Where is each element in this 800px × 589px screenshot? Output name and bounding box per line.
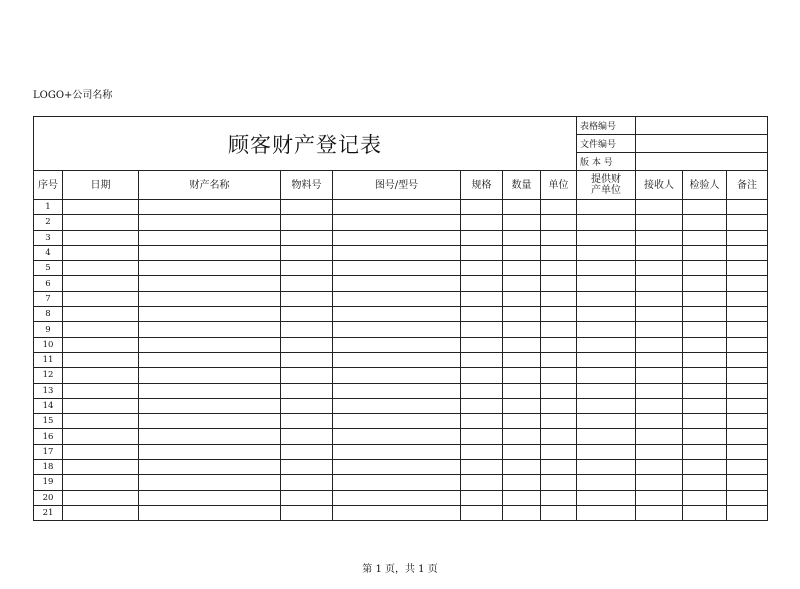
table-row (34, 414, 768, 429)
table-row (34, 398, 768, 413)
table-cell[interactable] (333, 414, 461, 429)
table-cell[interactable] (683, 200, 727, 215)
row-number: 4 (34, 245, 63, 260)
table-cell[interactable] (333, 307, 461, 322)
table-cell[interactable] (281, 444, 333, 459)
table-cell[interactable] (139, 429, 281, 444)
table-cell[interactable] (683, 322, 727, 337)
table-cell[interactable] (461, 215, 503, 230)
table-cell[interactable] (636, 322, 683, 337)
table-cell[interactable] (281, 337, 333, 352)
row-number: 13 (34, 383, 63, 398)
table-cell[interactable] (727, 460, 768, 475)
table-cell[interactable] (63, 230, 139, 245)
table-cell[interactable] (461, 307, 503, 322)
table-row (34, 200, 768, 215)
table-row (34, 276, 768, 291)
col-header-unit: 单位 (541, 171, 577, 200)
table-cell[interactable] (636, 444, 683, 459)
table-cell[interactable] (541, 490, 577, 505)
table-row (34, 460, 768, 475)
table-cell[interactable] (461, 322, 503, 337)
table-cell[interactable] (636, 230, 683, 245)
table-cell[interactable] (139, 337, 281, 352)
table-cell[interactable] (577, 460, 636, 475)
table-row (34, 475, 768, 490)
col-header-spec: 规格 (461, 171, 503, 200)
table-cell[interactable] (281, 200, 333, 215)
table-cell[interactable] (541, 368, 577, 383)
table-cell[interactable] (636, 291, 683, 306)
col-header-property-name: 财产名称 (139, 171, 281, 200)
table-cell[interactable] (139, 215, 281, 230)
table-cell[interactable] (727, 475, 768, 490)
table-row (34, 291, 768, 306)
row-number: 19 (34, 475, 63, 490)
table-cell[interactable] (503, 368, 541, 383)
table-cell[interactable] (63, 429, 139, 444)
table-cell[interactable] (139, 322, 281, 337)
table-row (34, 230, 768, 245)
table-row (34, 245, 768, 260)
table-cell[interactable] (333, 444, 461, 459)
table-cell[interactable] (541, 460, 577, 475)
table-cell[interactable] (636, 490, 683, 505)
table-cell[interactable] (281, 398, 333, 413)
table-cell[interactable] (727, 245, 768, 260)
row-number: 16 (34, 429, 63, 444)
table-row (34, 444, 768, 459)
table-row (34, 261, 768, 276)
table-cell[interactable] (63, 215, 139, 230)
table-cell[interactable] (139, 245, 281, 260)
table-cell[interactable] (139, 261, 281, 276)
table-cell[interactable] (461, 505, 503, 520)
table-row (34, 429, 768, 444)
table-cell[interactable] (63, 368, 139, 383)
col-header-receiver: 接收人 (636, 171, 683, 200)
table-cell[interactable] (503, 505, 541, 520)
table-cell[interactable] (333, 475, 461, 490)
table-cell[interactable] (281, 505, 333, 520)
col-header-provider: 提供财 产单位 (577, 171, 636, 200)
table-cell[interactable] (577, 475, 636, 490)
table-cell[interactable] (281, 276, 333, 291)
row-number: 2 (34, 215, 63, 230)
table-cell[interactable] (636, 337, 683, 352)
table-cell[interactable] (503, 414, 541, 429)
table-cell[interactable] (636, 352, 683, 367)
table-cell[interactable] (683, 383, 727, 398)
table-cell[interactable] (683, 276, 727, 291)
table-cell[interactable] (577, 383, 636, 398)
table-cell[interactable] (63, 460, 139, 475)
table-cell[interactable] (63, 245, 139, 260)
row-number: 9 (34, 322, 63, 337)
table-cell[interactable] (63, 398, 139, 413)
table-cell[interactable] (281, 230, 333, 245)
table-cell[interactable] (636, 429, 683, 444)
table-cell[interactable] (333, 261, 461, 276)
table-cell[interactable] (541, 200, 577, 215)
table-cell[interactable] (281, 261, 333, 276)
table-cell[interactable] (63, 337, 139, 352)
table-cell[interactable] (577, 490, 636, 505)
table-cell[interactable] (727, 337, 768, 352)
table-cell[interactable] (461, 429, 503, 444)
table-cell[interactable] (683, 398, 727, 413)
table-row (34, 505, 768, 520)
table-cell[interactable] (683, 307, 727, 322)
table-cell[interactable] (503, 429, 541, 444)
table-cell[interactable] (281, 414, 333, 429)
table-cell[interactable] (63, 291, 139, 306)
table-cell[interactable] (727, 429, 768, 444)
table-cell[interactable] (333, 460, 461, 475)
table-cell[interactable] (333, 245, 461, 260)
col-header-seq: 序号 (34, 171, 63, 200)
table-cell[interactable] (63, 307, 139, 322)
form-title: 顾客财产登记表 (34, 117, 577, 171)
table-cell[interactable] (461, 444, 503, 459)
table-cell[interactable] (333, 505, 461, 520)
table-cell[interactable] (139, 414, 281, 429)
table-cell[interactable] (139, 475, 281, 490)
table-cell[interactable] (636, 460, 683, 475)
row-number: 20 (34, 490, 63, 505)
table-cell[interactable] (727, 291, 768, 306)
table-cell[interactable] (541, 291, 577, 306)
table-cell[interactable] (63, 276, 139, 291)
table-cell[interactable] (577, 414, 636, 429)
table-cell[interactable] (541, 429, 577, 444)
table-cell[interactable] (727, 276, 768, 291)
table-cell[interactable] (281, 307, 333, 322)
table-cell[interactable] (281, 429, 333, 444)
table-cell[interactable] (333, 322, 461, 337)
table-cell[interactable] (503, 460, 541, 475)
table-cell[interactable] (281, 460, 333, 475)
table-cell[interactable] (503, 215, 541, 230)
table-cell[interactable] (683, 245, 727, 260)
table-cell[interactable] (333, 276, 461, 291)
table-cell[interactable] (577, 337, 636, 352)
row-number: 17 (34, 444, 63, 459)
meta-value-form-number[interactable] (636, 117, 768, 135)
table-cell[interactable] (333, 200, 461, 215)
col-header-inspector: 检验人 (683, 171, 727, 200)
page-footer: 第 1 页，共 1 页 (362, 564, 438, 575)
table-cell[interactable] (577, 368, 636, 383)
table-cell[interactable] (503, 398, 541, 413)
table-cell[interactable] (727, 368, 768, 383)
table-cell[interactable] (461, 352, 503, 367)
table-cell[interactable] (577, 200, 636, 215)
table-cell[interactable] (636, 215, 683, 230)
table-cell[interactable] (139, 307, 281, 322)
table-cell[interactable] (333, 490, 461, 505)
table-cell[interactable] (333, 337, 461, 352)
table-cell[interactable] (577, 322, 636, 337)
col-header-drawing-model: 图号/型号 (333, 171, 461, 200)
table-cell[interactable] (139, 383, 281, 398)
table-row (34, 490, 768, 505)
table-cell[interactable] (461, 398, 503, 413)
row-number: 5 (34, 261, 63, 276)
table-cell[interactable] (636, 414, 683, 429)
table-cell[interactable] (683, 490, 727, 505)
table-cell[interactable] (281, 475, 333, 490)
table-cell[interactable] (727, 230, 768, 245)
table-cell[interactable] (683, 352, 727, 367)
table-row (34, 307, 768, 322)
table-row (34, 322, 768, 337)
table-cell[interactable] (281, 383, 333, 398)
table-cell[interactable] (577, 276, 636, 291)
meta-label-file-number: 文件编号 (577, 135, 636, 153)
table-cell[interactable] (577, 505, 636, 520)
table-cell[interactable] (577, 307, 636, 322)
table-cell[interactable] (683, 505, 727, 520)
company-logo-name: LOGO+公司名称 (33, 90, 113, 101)
table-cell[interactable] (636, 505, 683, 520)
table-cell[interactable] (683, 368, 727, 383)
table-cell[interactable] (139, 460, 281, 475)
table-cell[interactable] (727, 261, 768, 276)
table-cell[interactable] (727, 444, 768, 459)
table-cell[interactable] (503, 352, 541, 367)
table-row (34, 215, 768, 230)
table-cell[interactable] (541, 276, 577, 291)
table-cell[interactable] (461, 291, 503, 306)
table-cell[interactable] (63, 505, 139, 520)
table-cell[interactable] (683, 261, 727, 276)
row-number: 12 (34, 368, 63, 383)
column-header-row (34, 171, 768, 200)
table-cell[interactable] (636, 475, 683, 490)
meta-value-version[interactable] (636, 153, 768, 171)
table-cell[interactable] (333, 383, 461, 398)
table-cell[interactable] (727, 352, 768, 367)
table-cell[interactable] (503, 444, 541, 459)
table-cell[interactable] (541, 475, 577, 490)
table-cell[interactable] (281, 490, 333, 505)
table-cell[interactable] (683, 475, 727, 490)
table-cell[interactable] (727, 383, 768, 398)
table-row (34, 368, 768, 383)
table-row (34, 383, 768, 398)
table-cell[interactable] (503, 200, 541, 215)
table-cell[interactable] (683, 291, 727, 306)
table-cell[interactable] (503, 291, 541, 306)
row-number: 21 (34, 505, 63, 520)
table-cell[interactable] (139, 505, 281, 520)
col-header-remarks: 备注 (727, 171, 768, 200)
table-cell[interactable] (727, 322, 768, 337)
table-cell[interactable] (727, 215, 768, 230)
table-cell[interactable] (577, 245, 636, 260)
table-cell[interactable] (541, 245, 577, 260)
table-cell[interactable] (503, 322, 541, 337)
table-cell[interactable] (683, 414, 727, 429)
table-cell[interactable] (139, 230, 281, 245)
table-cell[interactable] (63, 414, 139, 429)
table-cell[interactable] (636, 383, 683, 398)
table-cell[interactable] (63, 352, 139, 367)
table-cell[interactable] (541, 505, 577, 520)
row-number: 11 (34, 352, 63, 367)
table-cell[interactable] (683, 230, 727, 245)
table-cell[interactable] (63, 383, 139, 398)
table-cell[interactable] (636, 261, 683, 276)
table-cell[interactable] (461, 414, 503, 429)
table-cell[interactable] (461, 276, 503, 291)
table-cell[interactable] (727, 414, 768, 429)
table-cell[interactable] (461, 200, 503, 215)
meta-label-form-number: 表格编号 (577, 117, 636, 135)
table-cell[interactable] (63, 475, 139, 490)
table-cell[interactable] (636, 276, 683, 291)
table-cell[interactable] (541, 215, 577, 230)
row-number: 10 (34, 337, 63, 352)
table-cell[interactable] (139, 490, 281, 505)
table-cell[interactable] (139, 276, 281, 291)
table-cell[interactable] (636, 245, 683, 260)
table-cell[interactable] (333, 215, 461, 230)
table-cell[interactable] (541, 307, 577, 322)
customer-property-form (33, 116, 767, 521)
table-cell[interactable] (139, 398, 281, 413)
table-cell[interactable] (461, 245, 503, 260)
table-cell[interactable] (63, 200, 139, 215)
table-cell[interactable] (683, 429, 727, 444)
table-cell[interactable] (281, 291, 333, 306)
table-cell[interactable] (139, 352, 281, 367)
table-cell[interactable] (63, 322, 139, 337)
meta-value-file-number[interactable] (636, 135, 768, 153)
table-cell[interactable] (577, 291, 636, 306)
table-cell[interactable] (333, 368, 461, 383)
table-cell[interactable] (281, 352, 333, 367)
row-number: 14 (34, 398, 63, 413)
table-cell[interactable] (333, 291, 461, 306)
table-cell[interactable] (727, 307, 768, 322)
table-cell[interactable] (636, 200, 683, 215)
table-cell[interactable] (727, 505, 768, 520)
table-cell[interactable] (503, 276, 541, 291)
table-cell[interactable] (503, 230, 541, 245)
table-cell[interactable] (541, 337, 577, 352)
table-cell[interactable] (281, 322, 333, 337)
table-cell[interactable] (636, 307, 683, 322)
table-cell[interactable] (503, 261, 541, 276)
meta-label-version: 版 本 号 (577, 153, 636, 171)
table-cell[interactable] (636, 368, 683, 383)
table-cell[interactable] (461, 261, 503, 276)
row-number: 6 (34, 276, 63, 291)
table-cell[interactable] (541, 383, 577, 398)
table-cell[interactable] (577, 398, 636, 413)
table-cell[interactable] (461, 383, 503, 398)
table-cell[interactable] (503, 245, 541, 260)
table-cell[interactable] (683, 444, 727, 459)
form-table (33, 116, 768, 521)
table-cell[interactable] (727, 398, 768, 413)
table-cell[interactable] (541, 230, 577, 245)
table-cell[interactable] (541, 261, 577, 276)
table-cell[interactable] (63, 490, 139, 505)
table-cell[interactable] (503, 475, 541, 490)
table-cell[interactable] (461, 368, 503, 383)
table-cell[interactable] (461, 475, 503, 490)
table-cell[interactable] (577, 444, 636, 459)
table-cell[interactable] (503, 490, 541, 505)
table-row (34, 337, 768, 352)
table-cell[interactable] (541, 444, 577, 459)
table-cell[interactable] (281, 368, 333, 383)
row-number: 1 (34, 200, 63, 215)
col-header-quantity: 数量 (503, 171, 541, 200)
row-number: 15 (34, 414, 63, 429)
table-cell[interactable] (727, 200, 768, 215)
table-cell[interactable] (461, 230, 503, 245)
table-cell[interactable] (577, 215, 636, 230)
table-cell[interactable] (333, 429, 461, 444)
table-cell[interactable] (333, 398, 461, 413)
table-cell[interactable] (333, 230, 461, 245)
table-cell[interactable] (503, 307, 541, 322)
col-header-date: 日期 (63, 171, 139, 200)
row-number: 7 (34, 291, 63, 306)
table-cell[interactable] (461, 490, 503, 505)
table-cell[interactable] (636, 398, 683, 413)
table-cell[interactable] (281, 215, 333, 230)
row-number: 8 (34, 307, 63, 322)
table-cell[interactable] (63, 261, 139, 276)
table-cell[interactable] (461, 337, 503, 352)
table-cell[interactable] (139, 291, 281, 306)
table-cell[interactable] (503, 337, 541, 352)
table-cell[interactable] (281, 245, 333, 260)
table-cell[interactable] (683, 337, 727, 352)
table-cell[interactable] (461, 460, 503, 475)
row-number: 3 (34, 230, 63, 245)
table-row (34, 352, 768, 367)
table-cell[interactable] (683, 215, 727, 230)
table-cell[interactable] (577, 230, 636, 245)
table-cell[interactable] (139, 368, 281, 383)
table-cell[interactable] (541, 398, 577, 413)
table-cell[interactable] (63, 444, 139, 459)
table-cell[interactable] (541, 352, 577, 367)
table-cell[interactable] (139, 444, 281, 459)
table-cell[interactable] (727, 490, 768, 505)
table-cell[interactable] (139, 200, 281, 215)
table-cell[interactable] (577, 261, 636, 276)
table-cell[interactable] (577, 352, 636, 367)
table-cell[interactable] (503, 383, 541, 398)
table-cell[interactable] (541, 414, 577, 429)
table-cell[interactable] (333, 352, 461, 367)
row-number: 18 (34, 460, 63, 475)
table-cell[interactable] (541, 322, 577, 337)
table-cell[interactable] (577, 429, 636, 444)
table-cell[interactable] (683, 460, 727, 475)
col-header-material-no: 物料号 (281, 171, 333, 200)
